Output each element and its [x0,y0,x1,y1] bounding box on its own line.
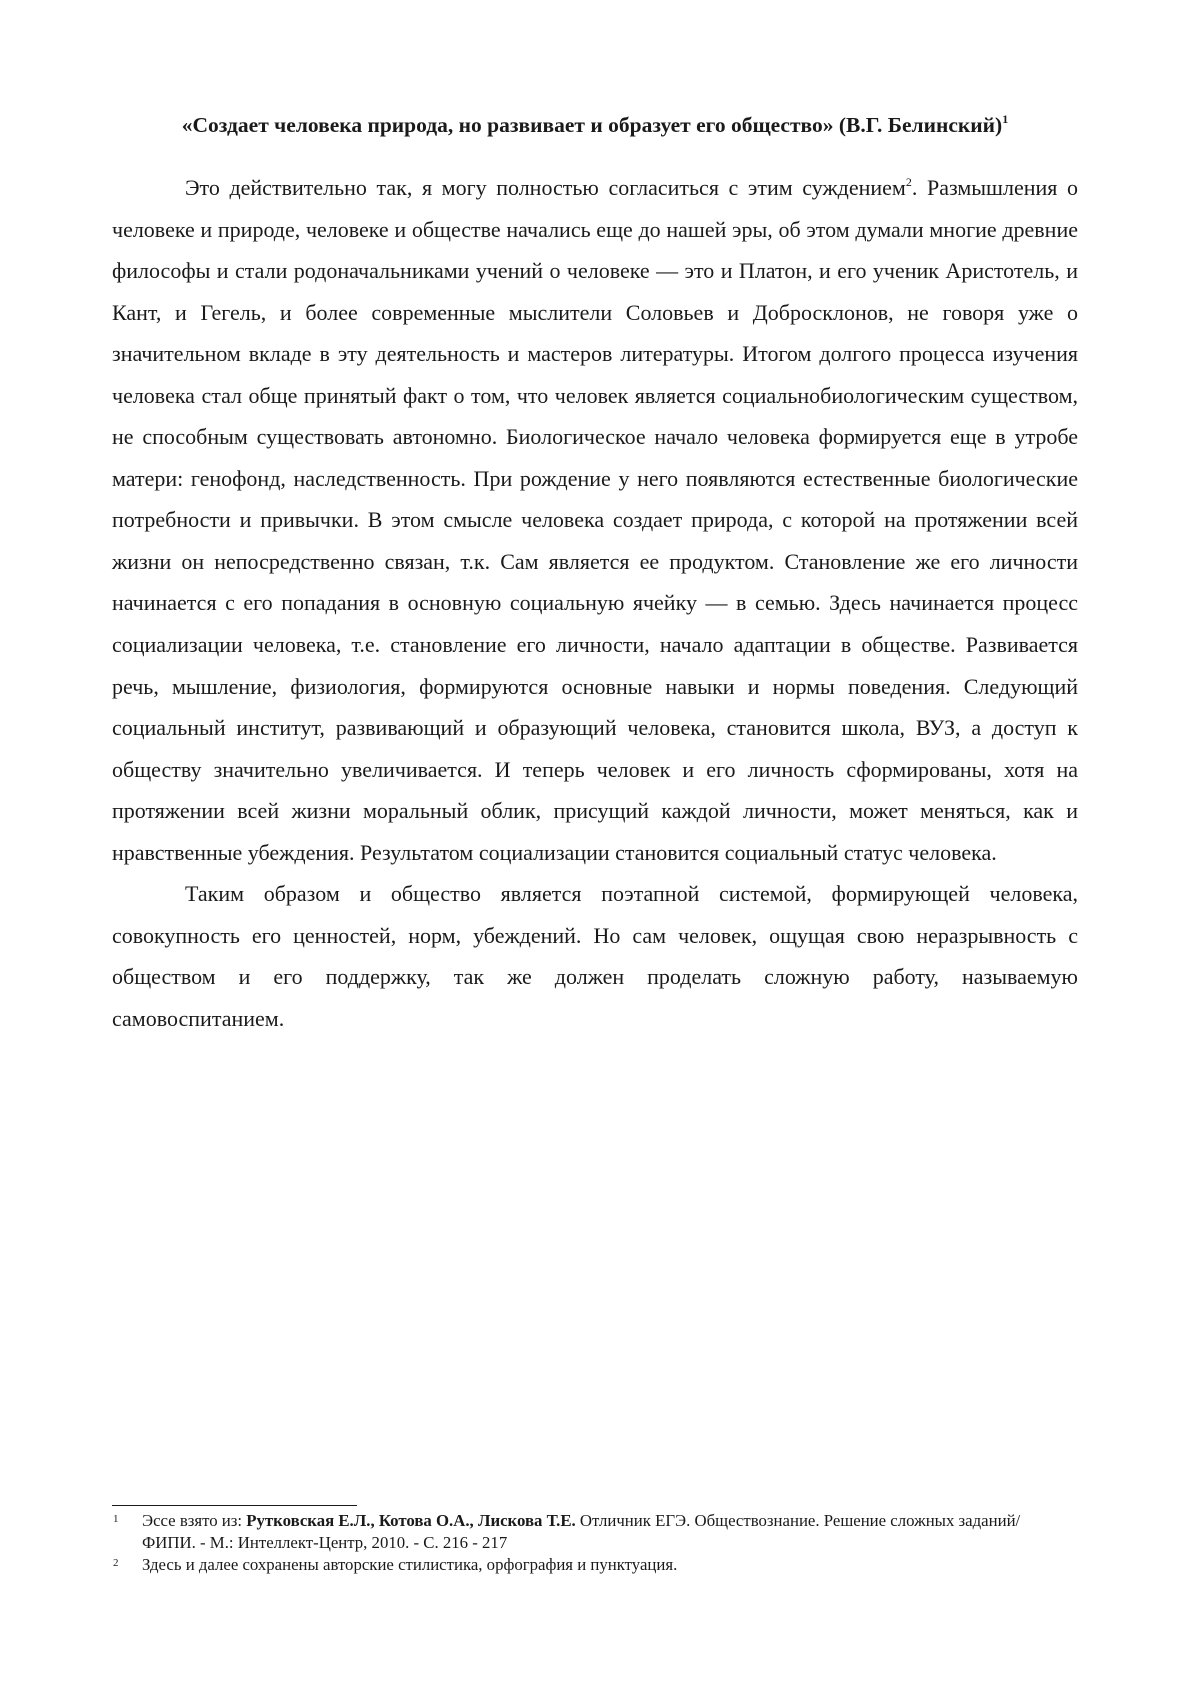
paragraph-1-text-rest: . Размышления о человеке и природе, человеке и обществе начались еще до нашей эры, об этом думали многие древние философы и стали родоначальниками учений о человеке — это и Платон, и его ученик Аристотель, и Кант, и Гегель, и более современные мыслители Соловьев и Добросклонов, не говоря уже о значительном вкладе в эту деятельность и мастеров литературы. Итогом долгого процесса изучения человека стал обще принятый факт о том, что человек является социальнобиологическим существом, не способным существовать автономно. Биологическое начало человека формируется еще в утробе матери: генофонд, наследственность. При рождение у него появляются естественные биологические потребности и привычки. В этом смысле человека создает природа, с которой на протяжении всей жизни он непосредственно связан, т.к. Сам является ее продуктом. Становление же его личности начинается с его попадания в основную социальную ячейку — в семью. Здесь начинается процесс социализации человека, т.е. становление его личности, начало адаптации в обществе. Развивается речь, мышление, физиология, формируются основные навыки и нормы поведения. Следующий социальный институт, развивающий и образующий человека, становится школа, ВУЗ, а доступ к обществу значительно увеличивается. И теперь человек и его личность сформированы, хотя на протяжении всей жизни моральный облик, присущий каждой личности, может меняться, как и нравственные убеждения. Результатом социализации становится социальный статус человека. [112,175,1079,865]
title-footnote-ref[interactable]: 1 [1002,111,1009,126]
footnote-1 [112,1510,1052,1554]
paragraph-1 [112,167,1078,873]
paragraph-2: Таким образом и общество является поэтапной системой, формирующей человека, совокупность его ценностей, норм, убеждений. Но сам человек, ощущая свою неразрывность с обществом и его поддержку, так же должен проделать сложную работу, называемую самовоспитанием. [112,881,1078,1031]
footnotes [112,1510,1052,1576]
paragraph-1-text-start: Это действительно так, я могу полностью согласиться с этим суждением [185,175,906,200]
footnote-2-text: Здесь и далее сохранены авторские стилистика, орфография и пунктуация. [142,1555,678,1574]
footnote-1-number: 1 [113,1513,119,1525]
essay-body [112,167,1078,1039]
footnote-2-number: 2 [113,1557,119,1569]
essay-title [112,110,1078,140]
footnote-1-source: Отличник ЕГЭ. Обществознание. Решение сложных заданий/ФИПИ. - М.: Интеллект-Центр, 2010. - С. 216 - 217 [142,1511,1021,1552]
essay-title-text: «Создает человека природа, но развивает и образует его общество» (В.Г. Белинский) [181,113,1003,137]
paragraph-1-footnote-ref[interactable]: 2 [905,174,912,189]
footnote-1-prefix: Эссе взято из: [142,1511,247,1530]
footnote-2 [112,1554,1052,1576]
footnote-1-authors: Рутковская Е.Л., Котова О.А., Лискова Т.Е. [246,1511,576,1530]
footnote-separator [112,1505,357,1506]
